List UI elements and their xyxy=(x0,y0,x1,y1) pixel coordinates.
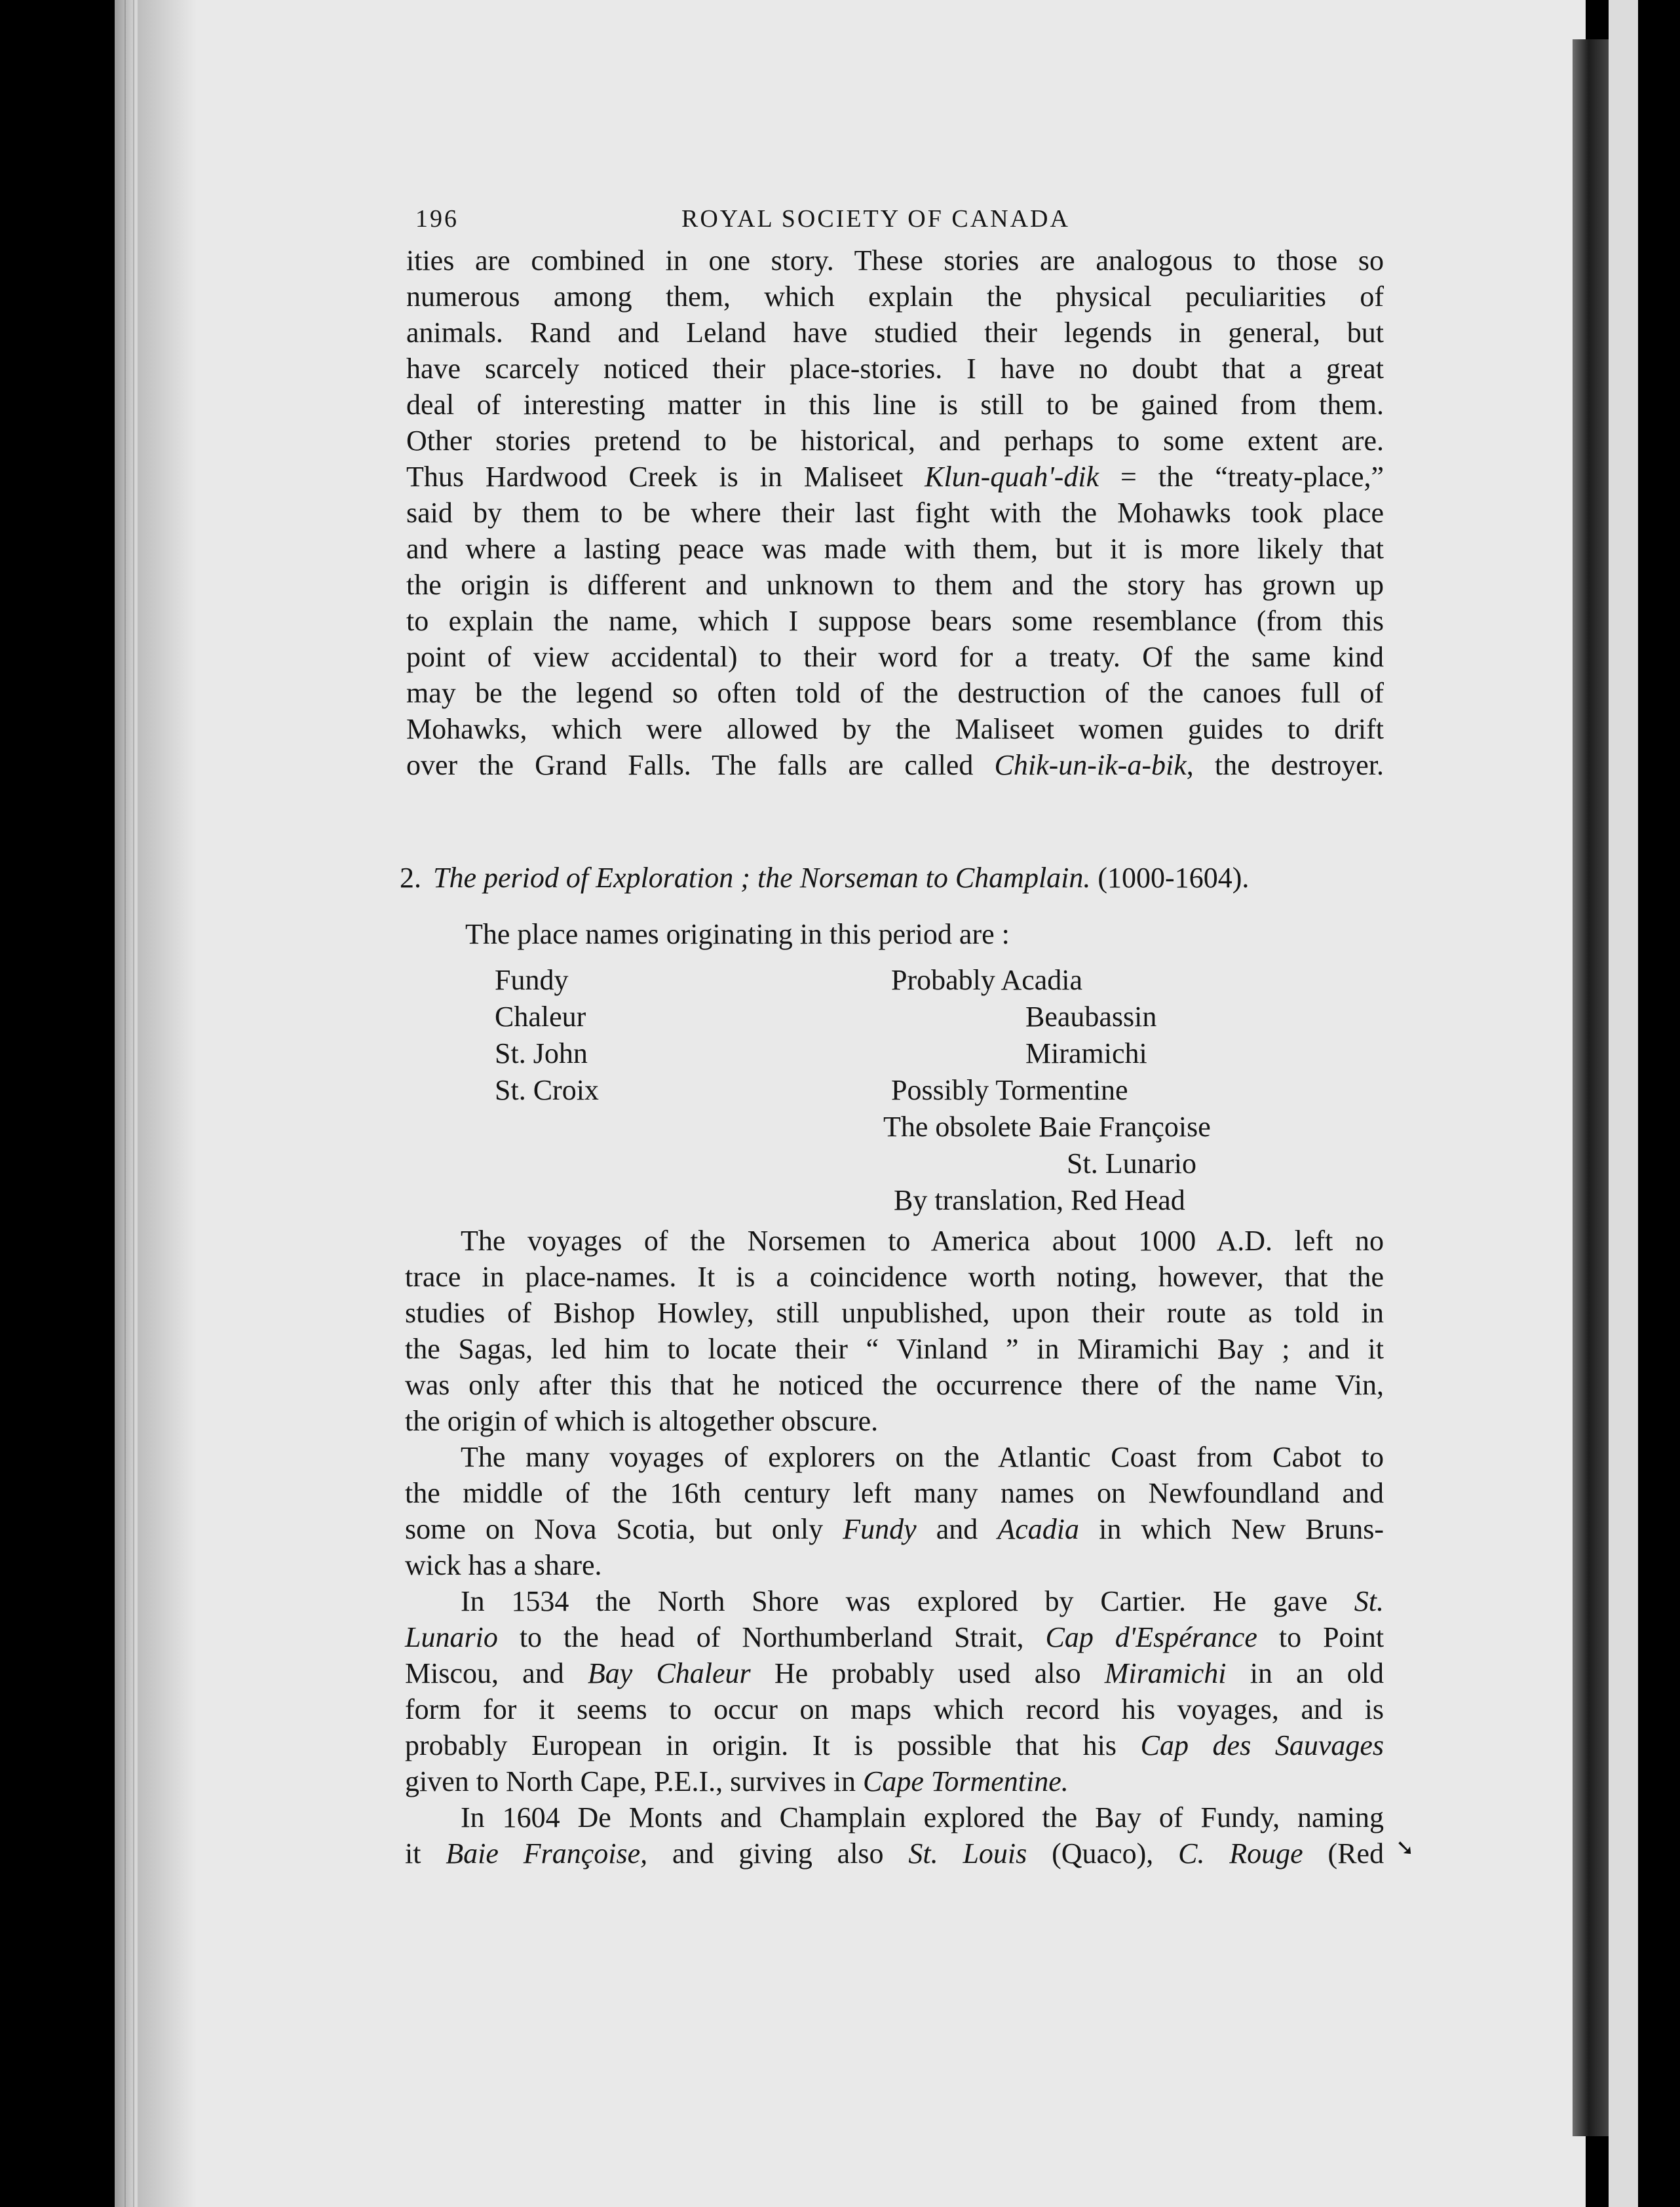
text-run: some on Nova Scotia, but only xyxy=(405,1513,824,1545)
place-name: St. Lunario xyxy=(1067,1147,1196,1180)
place-name: Baie Françoise xyxy=(1039,1111,1211,1143)
text-run: over the Grand Falls. The falls are called xyxy=(406,749,974,781)
page-header xyxy=(406,204,1384,244)
place-name-entry xyxy=(891,1035,1350,1072)
text-run: (Red xyxy=(1327,1837,1384,1870)
text-line: Other stories pretend to be historical, and perhaps to some extent are. xyxy=(406,425,1384,457)
italic-term: St. Louis xyxy=(908,1837,1027,1870)
list-intro: The place names originating in this period are : xyxy=(465,918,1010,950)
italic-term: Acadia xyxy=(997,1513,1080,1545)
text-line: to explain the name, which I suppose bears some resemblance (from this xyxy=(406,605,1384,637)
place-names-right-column xyxy=(883,962,1350,1219)
place-name: Red Head xyxy=(1071,1184,1185,1216)
place-name: Miramichi xyxy=(1025,1037,1147,1069)
italic-term: Chik-un-ik-a-bik xyxy=(994,749,1187,781)
text-line: the middle of the 16th century left many names on Newfoundland and xyxy=(405,1477,1384,1509)
text-line: animals. Rand and Leland have studied their legends in general, but xyxy=(406,317,1384,349)
italic-term: C. Rouge xyxy=(1178,1837,1303,1870)
text-line: Mohawks, which were allowed by the Maliseet women guides to drift xyxy=(406,713,1384,745)
text-run: Miscou, and xyxy=(405,1657,564,1689)
place-name: Beaubassin xyxy=(1025,1001,1157,1033)
text-line: have scarcely noticed their place-stories. I have no doubt that a great xyxy=(406,353,1384,385)
italic-term: Cap des Sauvages xyxy=(1140,1729,1384,1761)
text-line: numerous among them, which explain the physical peculiarities of xyxy=(406,280,1384,313)
text-line xyxy=(406,747,1384,783)
facing-page-edge xyxy=(1609,0,1638,2207)
qualifier: Possibly xyxy=(891,1074,989,1106)
italic-term: St. xyxy=(1354,1585,1384,1617)
place-name-entry xyxy=(891,1072,1350,1109)
text-line: form for it seems to occur on maps which record his voyages, and is xyxy=(405,1693,1384,1725)
text-line xyxy=(405,1763,1384,1799)
running-head: ROYAL SOCIETY OF CANADA xyxy=(681,205,1070,233)
text-line: ities are combined in one story. These stories are analogous to those so xyxy=(406,244,1384,277)
body-text-lower xyxy=(405,1223,1384,1871)
text-line: the Sagas, led him to locate their “ Vinland ” in Miramichi Bay ; and it xyxy=(405,1333,1384,1365)
text-line: The voyages of the Norsemen to America about 1000 A.D. left no xyxy=(461,1225,1384,1257)
place-name: St. John xyxy=(495,1037,588,1069)
text-run: He probably used also xyxy=(774,1657,1081,1689)
place-name: Acadia xyxy=(1001,964,1083,996)
text-line: In 1604 De Monts and Champlain explored the Bay of Fundy, naming xyxy=(461,1801,1384,1833)
text-line: said by them to be where their last fight with the Mohawks took place xyxy=(406,497,1384,529)
book-gutter xyxy=(1573,39,1609,2136)
text-line: studies of Bishop Howley, still unpublished, upon their route as told in xyxy=(405,1297,1384,1329)
place-name-entry xyxy=(891,962,1350,999)
section-heading xyxy=(400,861,1389,894)
place-names-left-column xyxy=(495,962,599,1109)
text-line: may be the legend so often told of the destruction of the canoes full of xyxy=(406,677,1384,709)
text-line xyxy=(405,1583,1384,1619)
text-line: trace in place-names. It is a coincidence worth noting, however, that the xyxy=(405,1261,1384,1293)
text-run: Thus Hardwood Creek is in Maliseet xyxy=(406,461,904,493)
italic-term: Cape Tormentine. xyxy=(863,1765,1069,1797)
text-line xyxy=(405,1835,1384,1871)
italic-term: Lunario xyxy=(405,1621,498,1653)
page-shadow xyxy=(138,0,197,2207)
place-name: Fundy xyxy=(495,964,569,996)
text-line xyxy=(405,1619,1384,1655)
text-line: was only after this that he noticed the occurrence there of the name Vin, xyxy=(405,1369,1384,1401)
text-line: the origin of which is altogether obscure. xyxy=(405,1405,879,1437)
text-line: point of view accidental) to their word for a treaty. Of the same kind xyxy=(406,641,1384,673)
text-run: in an old xyxy=(1250,1657,1384,1689)
italic-term: Klun-quah'-dik xyxy=(925,461,1099,493)
text-line xyxy=(405,1655,1384,1691)
place-name: Tormentine xyxy=(995,1074,1128,1106)
text-run: to Point xyxy=(1278,1621,1384,1653)
text-run: , the destroyer. xyxy=(1186,749,1384,781)
place-name: St. Croix xyxy=(495,1074,599,1106)
page-number: 196 xyxy=(415,205,459,233)
text-run: (Quaco), xyxy=(1052,1837,1154,1870)
text-line: the origin is different and unknown to them and the story has grown up xyxy=(406,569,1384,601)
text-line xyxy=(405,1727,1384,1763)
place-name-entry xyxy=(891,999,1350,1035)
italic-term: Miramichi xyxy=(1104,1657,1227,1689)
qualifier: Probably xyxy=(891,964,995,996)
text-line: and where a lasting peace was made with them, but it is more likely that xyxy=(406,533,1384,565)
margin-mark-icon: ➘ xyxy=(1396,1836,1415,1860)
italic-term: Baie Françoise, xyxy=(446,1837,648,1870)
text-line: wick has a share. xyxy=(405,1549,602,1581)
place-name-entry xyxy=(883,1109,1350,1145)
text-run: and xyxy=(936,1513,978,1545)
text-run: to the head of Northumberland Strait, xyxy=(519,1621,1024,1653)
qualifier: By translation, xyxy=(894,1184,1064,1216)
text-run: given to North Cape, P.E.I., survives in xyxy=(405,1765,856,1797)
italic-term: Bay Chaleur xyxy=(587,1657,751,1689)
text-run: = the “treaty-place,” xyxy=(1099,461,1384,493)
section-dates: (1000-1604). xyxy=(1098,862,1250,894)
text-run: In 1534 the North Shore was explored by Cartier. He gave xyxy=(461,1585,1327,1617)
text-run: probably European in origin. It is possible that his xyxy=(405,1729,1117,1761)
text-line xyxy=(405,1511,1384,1547)
italic-term: Cap d'Espérance xyxy=(1045,1621,1257,1653)
section-number: 2. xyxy=(400,862,421,894)
place-name-entry xyxy=(891,1145,1350,1182)
text-run: in which New Bruns- xyxy=(1099,1513,1384,1545)
paragraph-1 xyxy=(406,242,1384,783)
place-name-entry xyxy=(894,1182,1350,1219)
italic-term: Fundy xyxy=(843,1513,917,1545)
place-name: Chaleur xyxy=(495,1001,586,1033)
text-line: deal of interesting matter in this line is still to be gained from them. xyxy=(406,389,1384,421)
text-run: it xyxy=(405,1837,421,1870)
section-title: The period of Exploration ; the Norseman to Champlain. xyxy=(433,862,1091,894)
text-run: and giving also xyxy=(672,1837,884,1870)
text-line xyxy=(406,459,1384,495)
text-line: The many voyages of explorers on the Atlantic Coast from Cabot to xyxy=(461,1441,1384,1473)
qualifier: The obsolete xyxy=(883,1111,1032,1143)
